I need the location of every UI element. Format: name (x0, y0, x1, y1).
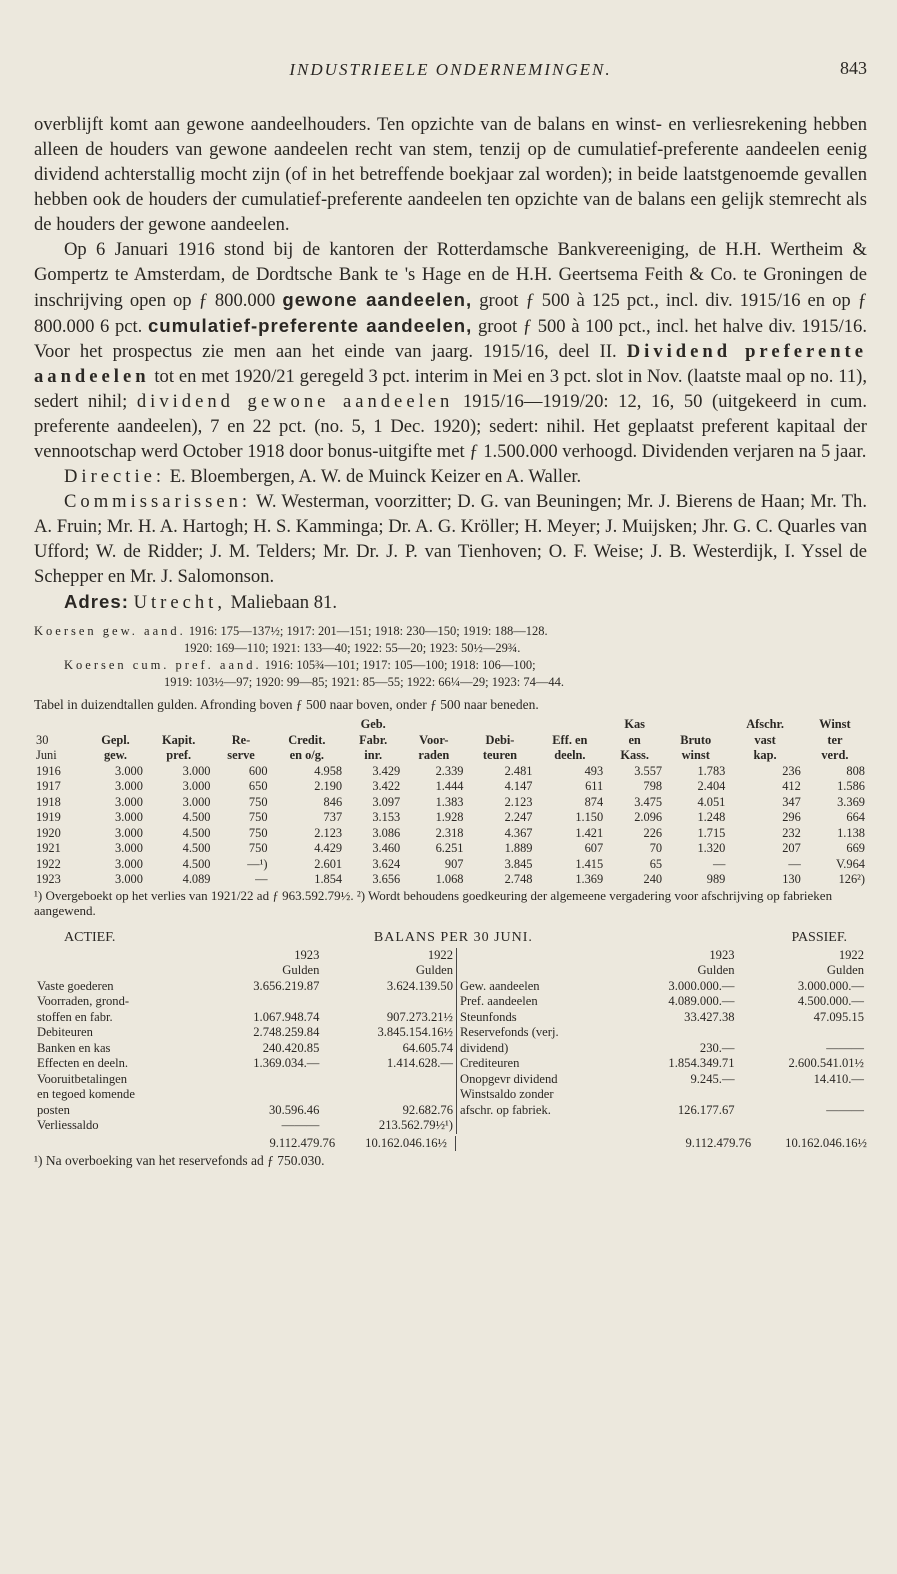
table-cell: 1.889 (504, 841, 533, 855)
table-row (34, 764, 867, 780)
table-header-cell: deeln. (554, 748, 586, 762)
actief-label: stoffen en fabr. (37, 1009, 113, 1024)
table-cell: 3.000 (115, 763, 143, 778)
body-text (34, 112, 867, 615)
table-cell: 1.383 (435, 794, 464, 809)
running-title: INDUSTRIEELE ONDERNEMINGEN. (289, 60, 612, 79)
page-number: 843 (840, 58, 867, 78)
actief-row (34, 1087, 456, 1103)
passief-value: 9.245.— (690, 1071, 735, 1086)
table-row (34, 857, 867, 873)
table-cell: 2.247 (504, 810, 533, 824)
table-header-cell: Voor- (419, 732, 449, 747)
koersen-block (34, 623, 867, 691)
table-row (34, 841, 867, 857)
table-cell: 1923 (36, 872, 61, 886)
table-cell: 3.153 (372, 810, 401, 824)
passief-value: 33.427.38 (684, 1009, 735, 1024)
table-cell: 3.000 (115, 856, 143, 871)
table-cell: 3.000 (115, 841, 143, 855)
actief-year-1922: 1922 (427, 947, 453, 962)
financial-table (34, 717, 867, 888)
actief-value (322, 1072, 456, 1088)
actief-value: 3.845.154.16½ (377, 1025, 453, 1039)
table-cell: 1.444 (435, 779, 464, 793)
passief-unit-1923: Gulden (697, 963, 735, 977)
table-cell: 4.051 (697, 794, 726, 809)
koersen-cum-line1: Koersen cum. pref. aand. 1916: 105¾—101; 1917: 105—100; 1918: 106—100; (64, 658, 536, 672)
table-cell: 1.138 (837, 825, 865, 840)
table-header-cell: Kas (624, 717, 645, 731)
actief-label: Vooruitbetalingen (37, 1071, 128, 1086)
table-cell: 207 (782, 841, 801, 855)
passief-value (738, 1087, 867, 1103)
actief-label: Debiteuren (37, 1025, 93, 1039)
actief-value: 92.682.76 (402, 1102, 453, 1117)
table-cell: 1.369 (575, 872, 604, 886)
table-header-cell: Bruto (680, 732, 712, 747)
table-cell: 3.624 (372, 856, 401, 871)
balans-actief (34, 948, 457, 1134)
passief-value: 3.000.000.— (668, 978, 735, 993)
passief-value (623, 1087, 737, 1103)
table-header-cell (535, 717, 606, 733)
table-row (34, 795, 867, 811)
table-cell: 750 (248, 825, 268, 840)
table-cell: —¹) (247, 856, 268, 871)
table-header-cell: Debi- (485, 732, 515, 747)
table-cell: 4.147 (504, 779, 533, 793)
table-cell: 750 (248, 810, 268, 824)
passief-label: Crediteuren (460, 1056, 520, 1070)
passief-label: Winstsaldo zonder (460, 1087, 554, 1101)
actief-row (34, 994, 456, 1010)
passief-value: ——— (826, 1102, 864, 1117)
paragraph-issue: Op 6 Januari 1916 stond bij de kantoren der Rotterdamsche Bankvereeniging, de H.H. Wertheim & Gompertz te Amsterdam, de Dordtsche Bank te 's Hage en de H.H. Geertsema Feith & Co. te Groningen de inschrijving open op ƒ 800.000 gewone aandeelen, groot ƒ 500 à 125 pct., incl. div. 1915/16 en op ƒ 800.000 6 pct. cumulatief-preferente aandeelen, groot ƒ 500 à 100 pct., incl. het halve div. 1915/16. Voor het prospectus zie men aan het einde van jaarg. 1915/16, deel II. Dividend preferente aandeelen tot en met 1920/21 geregeld 3 pct. interim in Mei en 3 pct. slot in Nov. (laatste maal op no. 11), sedert nihil; dividend gewone aandeelen 1915/16—1919/20: 12, 16, 50 (uitgekeerd in cum. preferente aandeelen), 7 en 22 pct. (no. 5, 1 Dec. 1920); sedert: nihil. Het geplaatst preferent kapitaal der vennootschap werd October 1918 door bonus-uitgifte met ƒ 1.500.000 verhoogd. Dividenden verjaren na 5 jaar. (34, 239, 868, 462)
table-cell: 664 (846, 810, 865, 824)
actief-value: ——— (281, 1118, 320, 1132)
passief-row (457, 1072, 867, 1088)
actief-value: 1.067.948.74 (253, 1009, 320, 1024)
table-cell: 4.500 (182, 825, 211, 840)
table-header-cell: en (628, 732, 641, 747)
table-cell: 1.783 (697, 763, 726, 778)
actief-label: Vaste goederen (37, 978, 114, 993)
actief-label: Banken en kas (37, 1040, 111, 1055)
table-header-cell: Fabr. (359, 732, 388, 747)
table-cell: 3.000 (115, 810, 143, 824)
balans-totals (34, 1136, 867, 1152)
table-cell: 2.339 (435, 763, 464, 778)
table-cell: 846 (323, 794, 343, 809)
table-cell: 1917 (36, 779, 61, 793)
paragraph-voting: overblijft komt aan gewone aandeelhouders. Ten opzichte van de balans en winst- en verliesrekening hebben alleen de houders van gewone aandeelen recht van stem, tenzij op de cumulatief-preferente aandeelen eenig dividend achterstallig mocht zijn (of in het betreffende boekjaar zal worden); in beide laatstgenoemde gevallen hebben ook de houders der cumulatief-preferente aandeelen ten opzichte van de balans een gelijk stemrecht als de houders der gewone aandeelen. (34, 114, 867, 235)
actief-label: Effecten en deeln. (37, 1056, 129, 1070)
table-cell: 4.089 (182, 872, 211, 886)
passief-value: ——— (826, 1040, 864, 1055)
table-header-cell: gew. (103, 748, 127, 762)
table-cell: 1922 (36, 856, 61, 871)
table-row (34, 872, 867, 888)
actief-label: Verliessaldo (37, 1118, 99, 1132)
table-header-cell: Geb. (360, 717, 386, 731)
actief-row (34, 1041, 456, 1057)
actief-value: 1.414.628.— (386, 1056, 453, 1070)
table-header-cell: winst (681, 748, 710, 762)
actief-row (34, 1103, 456, 1119)
passief-row (457, 1025, 867, 1041)
table-cell: 126²) (838, 872, 865, 886)
table-cell: 600 (248, 763, 268, 778)
table-cell: 4.500 (182, 841, 211, 855)
table-cell: 3.422 (372, 779, 401, 793)
table-cell: 3.000 (182, 779, 211, 793)
table-cell: 3.000 (115, 825, 143, 840)
table-cell: 2.123 (504, 794, 533, 809)
passief-value: 4.500.000.— (797, 994, 864, 1008)
table-header-cell: kap. (753, 748, 777, 762)
passief-label: PASSIEF. (791, 929, 847, 945)
table-header-cell: vast (754, 732, 776, 747)
table-header-cell: serve (227, 748, 255, 762)
table-cell: 874 (584, 794, 604, 809)
balans-footnote: ¹) Na overboeking van het reservefonds ad ƒ 750.030. (34, 1153, 325, 1168)
table-cell: 1919 (36, 810, 61, 824)
passief-row (457, 994, 867, 1010)
passief-value: 1.854.349.71 (668, 1056, 735, 1070)
table-cell: 130 (782, 872, 801, 886)
actief-value (204, 994, 322, 1010)
table-header-cell: en o/g. (289, 748, 325, 762)
table-cell: 3.656 (372, 872, 401, 886)
table-cell: 737 (323, 810, 343, 824)
table-cell: 3.000 (115, 779, 143, 793)
passief-year-1923: 1923 (709, 947, 735, 962)
table-cell: 296 (782, 810, 801, 824)
actief-value (322, 1087, 456, 1103)
table-cell: 3.557 (634, 763, 663, 778)
passief-label: Pref. aandeelen (460, 994, 538, 1008)
table-cell: 2.190 (314, 779, 343, 793)
table-row (34, 779, 867, 795)
table-cell: 3.000 (115, 794, 143, 809)
table-header-cell: Re- (231, 732, 251, 747)
table-header-cell: Juni (36, 748, 57, 762)
actief-row (34, 1072, 456, 1088)
passief-value: 126.177.67 (677, 1102, 735, 1117)
koersen-gew-line2: 1920: 169—110; 1921: 133—40; 1922: 55—20; 1923: 50½—29¾. (184, 641, 521, 655)
table-header-cell: inr. (364, 748, 383, 762)
table-cell: 3.097 (372, 794, 401, 809)
passief-row (457, 1103, 867, 1119)
table-cell: 2.123 (314, 825, 343, 840)
table-header-cell: 30 (36, 732, 49, 747)
table-cell: 3.000 (182, 794, 211, 809)
actief-value (204, 1087, 322, 1103)
passief-total-1922: 10.162.046.16½ (785, 1135, 867, 1150)
table-cell: 3.429 (372, 763, 401, 778)
table-cell: 236 (782, 763, 801, 778)
actief-label: en tegoed komende (37, 1087, 135, 1101)
actief-label: Voorraden, grond- (37, 994, 130, 1008)
actief-row (34, 1010, 456, 1026)
gewone-aandeelen-heading: gewone aandeelen, (282, 289, 473, 310)
actief-label: ACTIEF. (64, 929, 116, 945)
commissarissen-label: Commissarissen: (64, 491, 252, 512)
table-cell: 6.251 (435, 841, 464, 855)
table-cell: 1.715 (697, 825, 726, 840)
table-cell: 1.928 (435, 810, 464, 824)
table-row (34, 826, 867, 842)
table-cell: 2.404 (697, 779, 726, 793)
table-cell: 4.367 (504, 825, 533, 840)
actief-row (34, 1118, 456, 1134)
table-cell: 1.150 (575, 810, 604, 824)
table-header-cell: Kass. (620, 748, 649, 762)
paragraph-commissarissen: Commissarissen: W. Westerman, voorzitter; D. G. van Beuningen; Mr. J. Bierens de Haan; Mr. Th. A. Fruin; Mr. H. A. Hartogh; H. S. Kamminga; Dr. A. G. Kröller; H. Meyer; J. Muijsken; Jhr. G. C. Quarles van Ufford; W. de Ridder; J. M. Telders; Mr. Dr. J. P. van Tienhoven; O. F. Weise; J. B. Westerdijk, I. Yssel de Schepper en Mr. J. Salomonson. (34, 491, 867, 587)
table-cell: 798 (643, 779, 663, 793)
actief-total-1922: 10.162.046.16½ (365, 1135, 447, 1150)
passief-value: 3.000.000.— (797, 978, 864, 993)
table-cell: 2.748 (504, 872, 533, 886)
table-cell: 989 (706, 872, 726, 886)
table-cell: 1.248 (697, 810, 726, 824)
passief-total-1923: 9.112.479.76 (685, 1135, 752, 1150)
passief-value: 230.— (699, 1040, 735, 1055)
table-cell: 65 (649, 856, 663, 871)
passief-label: dividend) (460, 1040, 509, 1055)
table-cell: 650 (248, 779, 268, 793)
koersen-cum-line2: 1919: 103½—97; 1920: 99—85; 1921: 85—55; 1922: 66¼—29; 1923: 74—44. (164, 675, 565, 689)
table-cell: 412 (782, 779, 801, 793)
table-header-cell: verd. (821, 748, 849, 762)
passief-label: afschr. op fabriek. (460, 1102, 551, 1117)
table-header-row (34, 748, 867, 764)
passief-value: 14.410.— (813, 1071, 864, 1086)
actief-value: 907.273.21½ (386, 1009, 453, 1024)
table-cell: 232 (782, 825, 801, 840)
table-cell: 669 (846, 841, 865, 855)
actief-value: 64.605.74 (402, 1040, 453, 1055)
actief-value: 3.624.139.50 (386, 978, 453, 993)
table-cell: 611 (585, 779, 604, 793)
actief-row (34, 979, 456, 995)
table-cell: 4.500 (182, 856, 211, 871)
table-cell: 1.415 (575, 856, 604, 871)
table-cell: 1.421 (575, 825, 604, 840)
passief-label: Onopgevr dividend (460, 1071, 558, 1086)
paragraph-directie: Directie: E. Bloembergen, A. W. de Muinck Keizer en A. Waller. (64, 466, 582, 487)
passief-label: Gew. aandeelen (460, 978, 540, 993)
table-cell: 3.475 (634, 794, 663, 809)
table-cell: 1.854 (314, 872, 343, 886)
actief-total-1923: 9.112.479.76 (269, 1135, 336, 1150)
actief-value: 2.748.259.84 (253, 1025, 320, 1039)
table-cell: 1920 (36, 825, 61, 840)
passief-value: 2.600.541.01½ (788, 1056, 864, 1070)
table-cell: 4.500 (182, 810, 211, 824)
actief-year-1923: 1923 (294, 947, 320, 962)
table-header-row (34, 717, 867, 733)
table-header-cell: Credit. (288, 732, 326, 747)
table-cell: 2.601 (314, 856, 343, 871)
table-cell: 1918 (36, 794, 61, 809)
table-cell: 3.000 (182, 763, 211, 778)
running-header (34, 0, 867, 79)
passief-row (457, 1056, 867, 1072)
table-cell: 750 (248, 794, 268, 809)
table-cell: 3.000 (115, 872, 143, 886)
actief-value (322, 994, 456, 1010)
table-footnote: ¹) Overgeboekt op het verlies van 1921/22 ad ƒ 963.592.79½. ²) Wordt behoudens goedkeuring der algemeene vergadering voor afschrijving op fabrieken aangewend. (34, 887, 833, 918)
actief-value: 1.369.034.— (253, 1056, 320, 1070)
table-cell: 226 (643, 825, 663, 840)
passief-row (457, 1087, 867, 1103)
table-cell: 907 (444, 856, 464, 871)
balans-sheet (34, 948, 867, 1134)
actief-row (34, 1056, 456, 1072)
table-header-cell (664, 717, 727, 733)
table-cell: 3.845 (504, 856, 533, 871)
table-cell: 3.460 (372, 841, 401, 855)
table-cell: 70 (649, 841, 663, 855)
koersen-gew-line1: Koersen gew. aand. 1916: 175—137½; 1917: 201—151; 1918: 230—150; 1919: 188—128. (34, 624, 548, 638)
table-cell: — (788, 856, 801, 871)
passief-value (738, 1025, 867, 1041)
table-header-cell: Eff. en (552, 732, 588, 747)
actief-value: 240.420.85 (262, 1040, 320, 1055)
table-header-cell (86, 717, 145, 733)
passief-value (623, 1025, 737, 1041)
table-cell: — (255, 872, 268, 886)
table-header-cell (465, 717, 534, 733)
cumulatief-heading: cumulatief-preferente aandeelen, (147, 315, 473, 336)
table-header-cell (213, 717, 270, 733)
actief-value: 3.656.219.87 (253, 978, 320, 993)
table-header-cell: Gepl. (101, 732, 130, 747)
adres-label: Adres: (64, 591, 129, 612)
table-cell: 4.958 (314, 763, 343, 778)
balans-passief (457, 948, 867, 1134)
paragraph-adres: Adres: Utrecht, Maliebaan 81. (64, 591, 337, 613)
table-header-cell: teuren (482, 748, 518, 762)
table-cell: 1.068 (435, 872, 464, 886)
dividend-gew-label: dividend gewone aandeelen (136, 391, 454, 412)
table-header-row (34, 733, 867, 749)
table-cell: 1916 (36, 763, 61, 778)
actief-row (34, 1025, 456, 1041)
actief-unit-1922: Gulden (415, 963, 453, 977)
table-header-cell (34, 717, 86, 733)
table-header-cell: Kapit. (162, 732, 196, 747)
table-row (34, 810, 867, 826)
passief-value: 4.089.000.— (668, 994, 735, 1008)
table-cell: 607 (584, 841, 604, 855)
actief-unit-1923: Gulden (282, 963, 320, 977)
actief-value: 30.596.46 (269, 1102, 320, 1117)
table-header-cell: pref. (166, 748, 192, 762)
table-header-cell (270, 717, 345, 733)
table-cell: 1921 (36, 841, 61, 855)
passief-row (457, 1041, 867, 1057)
directie-label: Directie: (64, 466, 166, 487)
passief-label: Reservefonds (verj. (460, 1025, 559, 1039)
table-cell: 808 (846, 763, 865, 778)
table-cell: 4.429 (314, 841, 343, 855)
passief-row (457, 979, 867, 995)
table-cell: 3.086 (372, 825, 401, 840)
actief-value: 213.562.79½¹) (378, 1118, 453, 1132)
dividend-pref-label: Dividend preferente aandeelen (34, 341, 867, 387)
table-note: Tabel in duizendtallen gulden. Afronding boven ƒ 500 naar boven, onder ƒ 500 naar beneden. (34, 697, 539, 712)
table-cell: — (712, 856, 726, 871)
passief-value: 47.095.15 (813, 1009, 864, 1024)
actief-value (204, 1072, 322, 1088)
table-cell: 347 (782, 794, 801, 809)
balans-title-row (34, 930, 867, 946)
table-cell: 2.318 (435, 825, 464, 840)
table-cell: 2.481 (504, 763, 533, 778)
table-cell: 750 (248, 841, 268, 855)
passief-unit-1922: Gulden (826, 963, 864, 977)
table-cell: 1.586 (837, 779, 865, 793)
table-cell: 493 (584, 763, 604, 778)
passief-label: Steunfonds (460, 1009, 517, 1024)
passief-row (457, 1010, 867, 1026)
table-header-cell: raden (418, 748, 450, 762)
table-cell: 240 (643, 872, 663, 886)
table-header-cell: Afschr. (746, 717, 784, 731)
table-cell: V.964 (835, 856, 865, 871)
balans-title: BALANS PER 30 JUNI. (373, 929, 533, 945)
table-header-cell: Winst (819, 717, 851, 731)
table-header-cell: ter (827, 732, 843, 747)
table-header-cell (402, 717, 465, 733)
actief-label: posten (37, 1102, 70, 1117)
passief-year-1922: 1922 (838, 947, 864, 962)
table-cell: 2.096 (634, 810, 663, 824)
table-header-cell (145, 717, 213, 733)
table-cell: 1.320 (697, 841, 726, 855)
table-cell: 3.369 (837, 794, 865, 809)
